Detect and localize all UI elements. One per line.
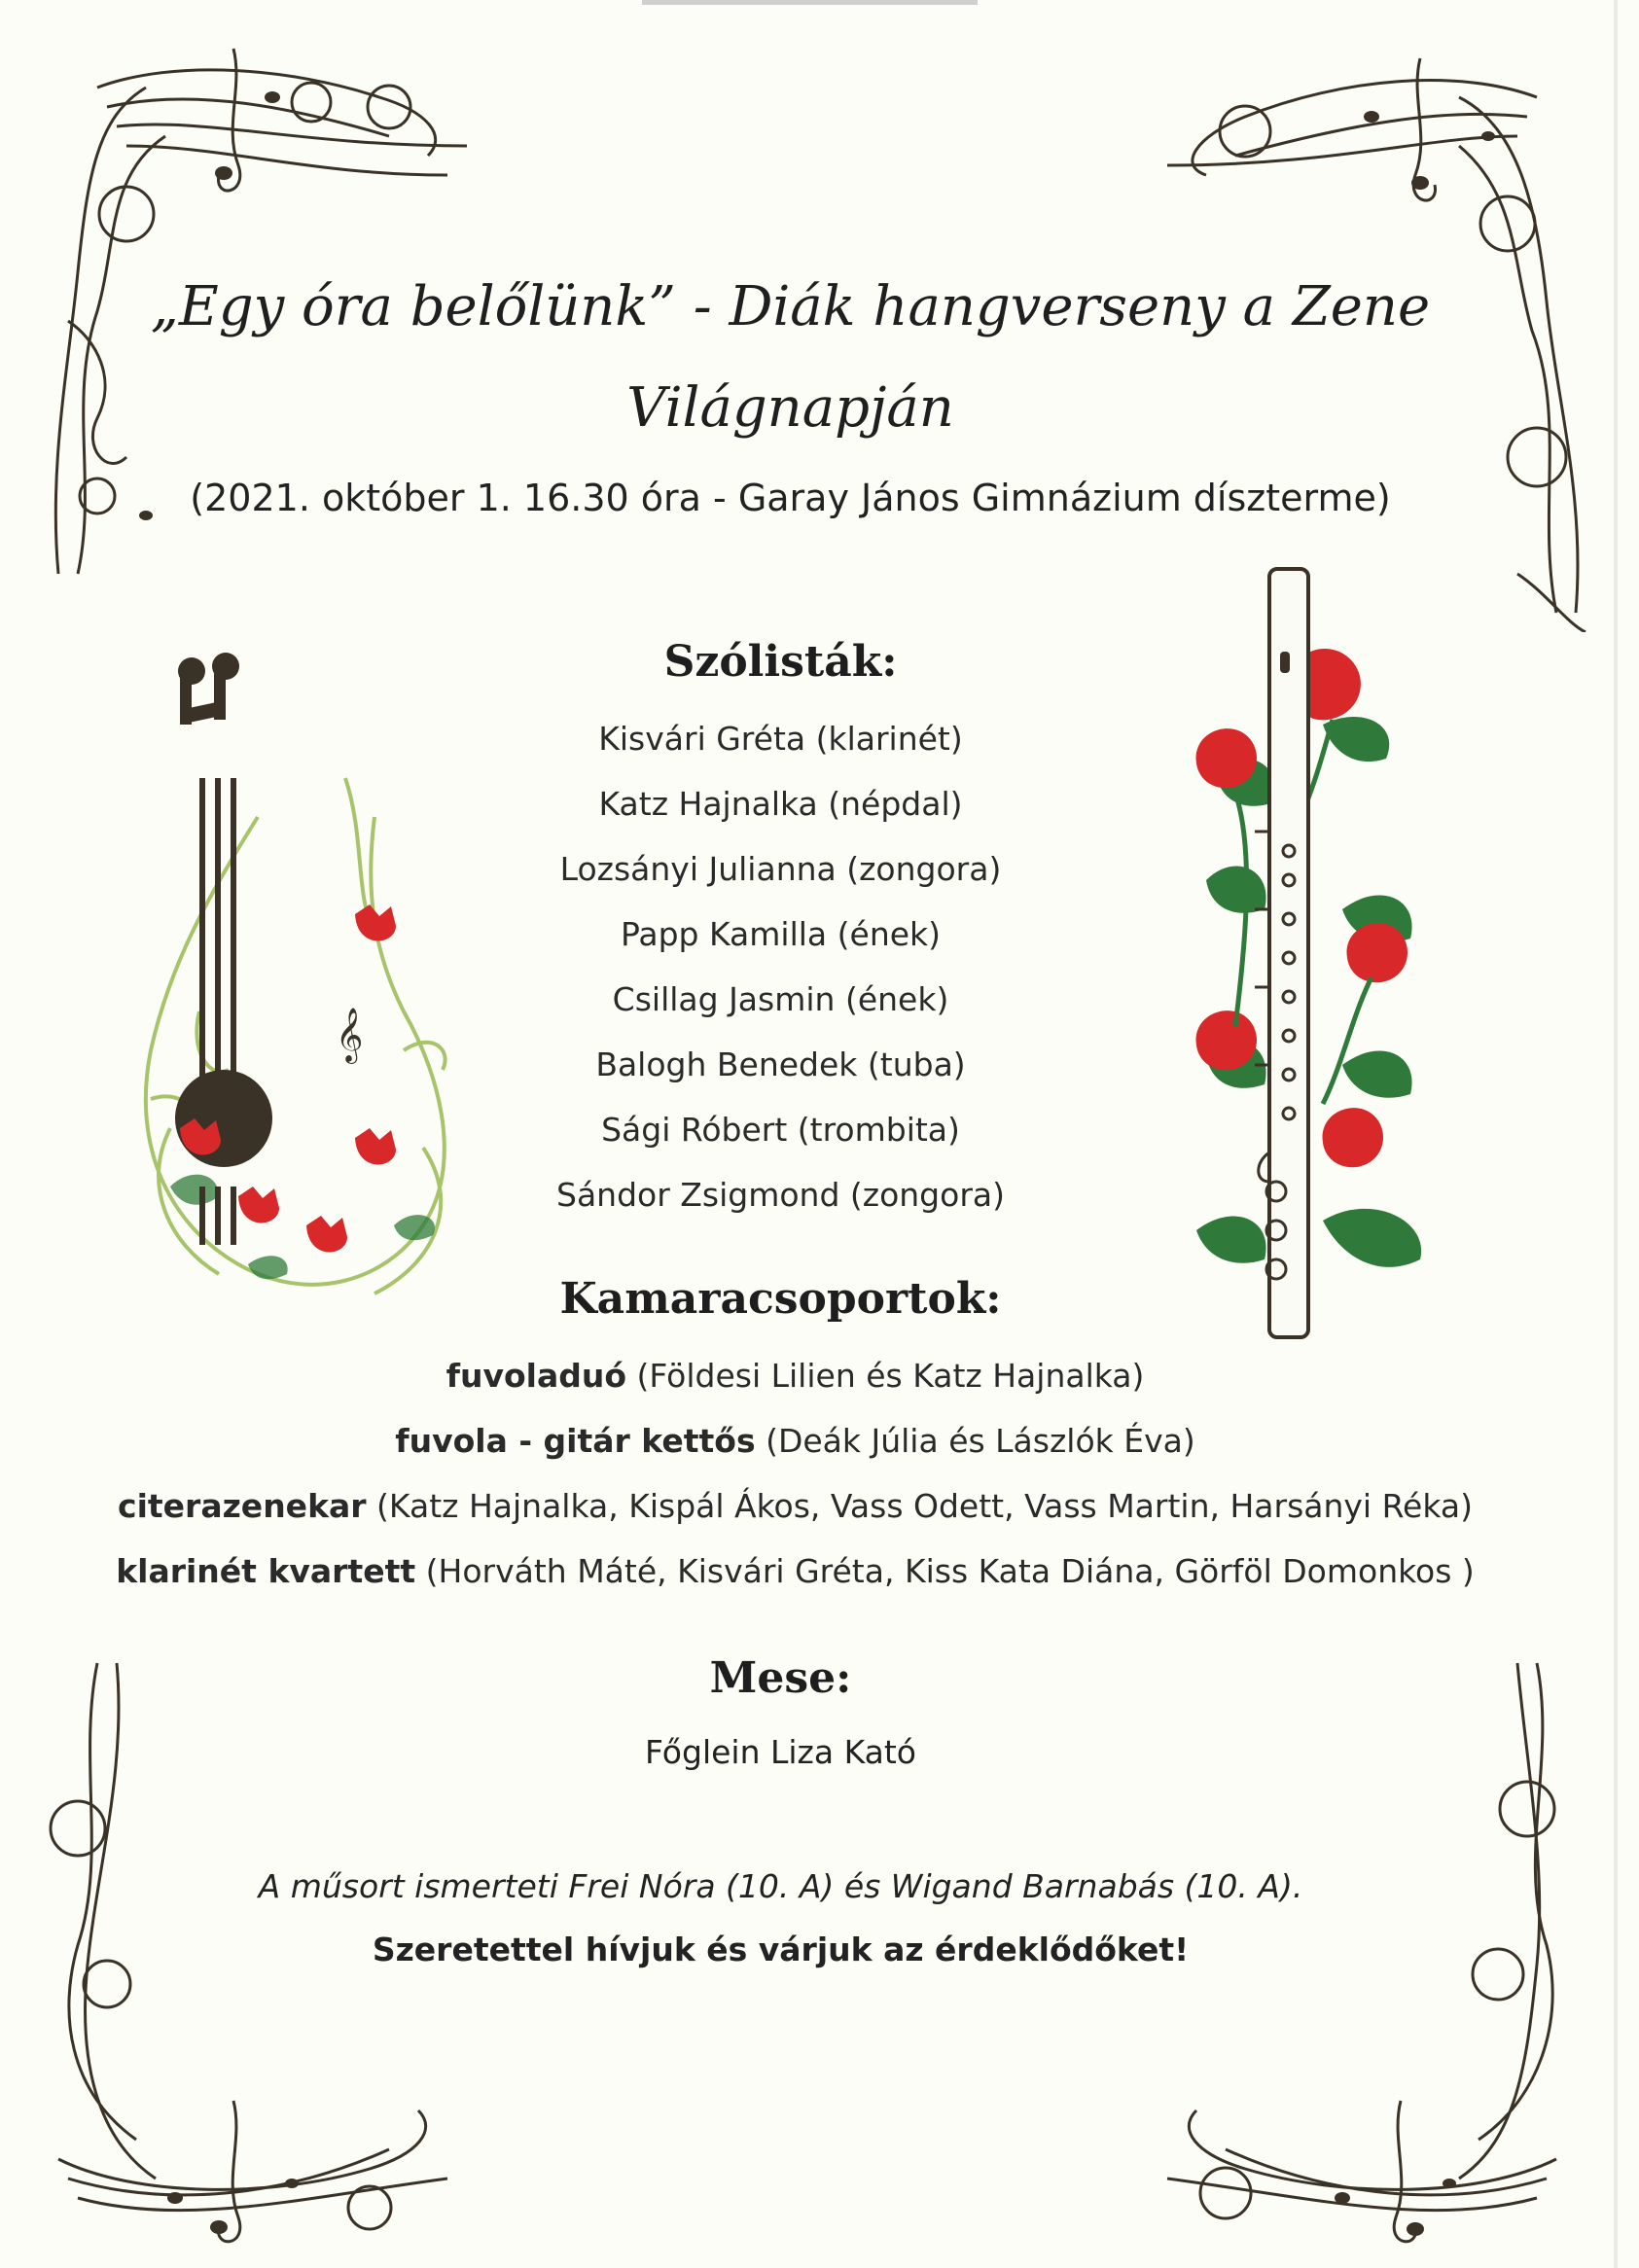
soloist-item: Kisvári Gréta (klarinét) [598, 720, 963, 758]
soloist-item: Csillag Jasmin (ének) [612, 980, 949, 1018]
chamber-group-members: (Deák Júlia és Lászlók Éva) [755, 1422, 1195, 1460]
tale-heading: Mese: [709, 1653, 852, 1703]
chamber-group-members: (Horváth Máté, Kisvári Gréta, Kiss Kata Diána, Görföl Domonkos ) [415, 1552, 1475, 1590]
event-date-venue: (2021. október 1. 16.30 óra - Garay János Gimnázium díszterme) [190, 477, 1391, 519]
soloist-item: Papp Kamilla (ének) [620, 915, 942, 953]
soloist-item: Lozsányi Julianna (zongora) [559, 850, 1002, 888]
chamber-group-item [0, 1422, 1615, 1460]
event-title-line2: Világnapján [626, 376, 954, 440]
chamber-group-name: fuvola - gitár kettős [395, 1422, 756, 1460]
chamber-group-name: klarinét kvartett [116, 1552, 416, 1590]
soloists-heading: Szólisták: [663, 637, 898, 687]
soloist-item: Sági Róbert (trombita) [601, 1111, 960, 1149]
chamber-group-members: (Földesi Lilien és Katz Hajnalka) [626, 1357, 1145, 1395]
chamber-group-item [0, 1552, 1615, 1590]
soloist-item: Balogh Benedek (tuba) [595, 1045, 966, 1083]
chamber-group-name: fuvoladuó [445, 1357, 626, 1395]
hosts-line: A műsort ismerteti Frei Nóra (10. A) és Wigand Barnabás (10. A). [258, 1867, 1303, 1905]
chamber-group-name: citerazenekar [118, 1487, 367, 1525]
tale-performer: Főglein Liza Kató [645, 1733, 916, 1771]
scan-edge-right [1614, 0, 1618, 2268]
chamber-group-item [0, 1357, 1615, 1395]
invitation-line: Szeretettel hívjuk és várjuk az érdeklődőket! [372, 1931, 1190, 1968]
chamber-group-members: (Katz Hajnalka, Kispál Ákos, Vass Odett, Vass Martin, Harsányi Réka) [366, 1487, 1473, 1525]
svg-text:𝄞: 𝄞 [336, 1008, 364, 1062]
event-title-line1: „Egy óra belőlünk” - Diák hangverseny a Zene [150, 275, 1431, 338]
chamber-groups-heading: Kamaracsoportok: [559, 1274, 1002, 1324]
chamber-group-item [0, 1487, 1615, 1525]
soloist-item: Sándor Zsigmond (zongora) [556, 1176, 1005, 1214]
scan-edge-top [642, 0, 978, 5]
soloist-item: Katz Hajnalka (népdal) [598, 785, 963, 823]
